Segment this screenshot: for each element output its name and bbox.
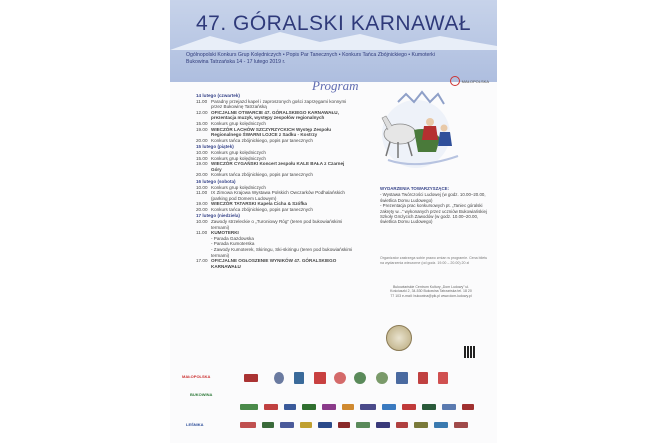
sponsor-logo [402,404,416,410]
event-time: 19.00 [196,201,208,207]
event-time: 20.00 [196,137,208,143]
event-description: Konkurs grup kolędniczych [211,120,266,126]
event-time: 20.00 [196,172,208,178]
sponsor-logo [418,372,428,384]
event-description: Zawody strzeleckie o „Turoniowy Róg” (teren pod bukowiańskimi termami) [211,219,343,230]
sponsor-logo [262,422,274,428]
sponsor-logo [274,372,284,384]
event-time: 11.00 [196,190,208,196]
schedule-event [196,110,356,121]
event-description: OFICJALNE OGŁOSZENIE WYNIKÓW 47. GÓRALSKIEGO KARNAWAŁU [211,258,337,269]
program-schedule [196,92,356,269]
sponsor-logo [356,422,370,428]
event-time: 12.00 [196,109,208,115]
sponsor-logo [314,372,326,384]
event-description: KUMOTERKI [211,230,239,236]
schedule-day: 16 lutego (sobota) [196,178,236,184]
sponsor-logo [422,404,436,410]
event-description: - Zawody Kumoterek, Skiringu, Ski-skiringu (teren pod bukowiańskimi termami) [211,247,353,258]
event-description: OFICJALNE OTWARCIE 47. GÓRALSKIEGO KARNAWAŁU, prezentacja muzyk, występy zespołów regionalnych [211,109,339,121]
side-events-heading: WYDARZENIA TOWARZYSZĄCE: [380,186,450,191]
schedule-day: 14 lutego (czwartek) [196,93,240,98]
event-description: WIECZÓR TATARSKI Kapela Cicha & Szófka [211,201,307,207]
subtitle-line1: Ogólnopolski Konkurs Grup Kolędniczych • Popis Par Tanecznych • Konkurs Tańca Zbójnickiego • Kumoterki [186,52,435,58]
event-description: Paradny przejazd kapel i zaproszonych gości zaprzęgami konnymi przez Bukowinę Tatrzańską [211,98,347,110]
schedule-event [196,247,356,258]
schedule-event [196,172,356,178]
event-description: Konkurs grup kolędniczych [211,155,266,161]
event-description: Konkurs tańca zbójnickiego, popis par tanecznych [211,206,313,212]
sponsor-logo [300,422,312,428]
side-event: - Prezentacja prac konkursowych pt. „Taniec góralski zakręty w...” wykonanych przez uczniów Bukowiańskiej Szkoły Gmżycich Zawodów (w godz. 10.00–20.00, świetlica Domu Ludowego) [380,203,487,225]
organizer-contact: Bukowiańskie Centrum Kultury „Dom Ludowy” ul. Kościuszki 2, 34-530 Bukowina Tatrzańska tel. 18 20 77 103 e-mail: bukowina@pik.pl www.dom-ludowy.pl [390,285,472,298]
event-time: 19.00 [196,126,208,132]
sponsor-logo [396,422,408,428]
sponsor-bukowina-logo: BUKOWINA [190,392,213,397]
sponsor-logo [414,422,428,428]
dom-ludowy-seal [386,325,412,351]
sponsor-logo [264,404,278,410]
sponsor-logo [284,404,296,410]
sponsor-logo [280,422,294,428]
sponsor-logo [376,372,388,384]
sponsor-logo [396,372,408,384]
event-description: Konkurs tańca zbójnickiego, popis par tanecznych [211,137,313,143]
schedule-day: 17 lutego (niedziela) [196,213,240,219]
sponsor-malopolska-logo: MAŁOPOLSKA [182,374,211,379]
page-title: 47. GÓRALSKI KARNAWAŁ [195,12,472,35]
event-time: 10.00 [196,219,208,225]
schedule-event [196,207,356,213]
sponsor-logo [342,404,354,410]
event-description: WIECZÓR CYGAŃSKI Koncert zespołu KALE BAŁA z Czarnej Góry [211,161,345,172]
side-events [380,186,490,225]
event-description: WIECZÓR LACHÓW SZCZYRZYCKICH Występ Zespołu Regionalnego ŚWARNI LOJCE z Sadku - Kostrzy [211,126,332,138]
poster [170,0,497,443]
event-time: 11.00 [196,98,208,104]
schedule-event [196,99,356,110]
kulig-illustration [358,86,480,181]
event-description: - Parada Kumoterska [211,241,255,247]
sponsor-logo [240,422,256,428]
sponsors-section [170,362,497,443]
event-description: IX Zimowa Krajowa Wystawa Polskich Owczarków Podhalańskich (parking pod Domem Ludowym) [211,190,345,201]
event-time: 10.00 [196,184,208,190]
sponsor-lesnika-logo: LEŚNIKA [186,422,204,427]
sponsor-logo [294,372,304,384]
sponsor-logo [338,422,350,428]
schedule-day: 15 lutego (piątek) [196,144,234,150]
organizer-note: Organizator zastrzega sobie prawo zmian w programie. Cena biletu na wydarzenia wieczorne (od godz. 19.00 – 20.00) 20 zł [380,256,488,265]
event-time: 15.00 [196,120,208,126]
side-event: - Wystawa Twórczości Ludowej (w godz. 10.00–20.00, świetlica Domu Ludowego) [380,192,486,203]
sponsor-logo [322,404,336,410]
malopolska-mark-icon [450,76,460,86]
schedule-event [196,161,356,172]
schedule-event [196,258,356,269]
schedule-event [196,127,356,138]
event-time: 11.00 [196,230,208,236]
subtitle [186,52,486,66]
schedule-event [196,138,356,144]
event-time: 19.00 [196,161,208,167]
sponsor-logo [442,404,456,410]
sponsor-logo [376,422,390,428]
poster-header [170,0,497,82]
program-heading: Program [312,78,359,93]
sponsor-logo [354,372,366,384]
sponsor-logo [240,404,258,410]
sponsor-logo [302,404,316,410]
event-time [196,247,211,258]
malopolska-logo [450,76,489,86]
event-time: 10.00 [196,149,208,155]
malopolska-logo-text: MAŁOPOLSKA [461,78,489,84]
event-description: Konkurs grup kolędniczych [211,149,266,155]
event-description: Konkurs tańca zbójnickiego, popis par tanecznych [211,172,313,178]
event-time: 20.00 [196,206,208,212]
event-description: - Parada Gazdowska [211,235,254,241]
event-time: 15.00 [196,155,208,161]
sponsor-logo [462,404,474,410]
sponsor-logo [360,404,376,410]
subtitle-line2: Bukowina Tatrzańska 14 - 17 lutego 2019 r. [186,59,286,65]
schedule-event [196,190,356,201]
sponsor-logo [454,422,468,428]
sponsor-logo [244,374,258,382]
sponsor-logo [438,372,448,384]
schedule-event [196,219,356,230]
sponsor-logo [434,422,448,428]
event-description: Konkurs grup kolędniczych [211,184,266,190]
event-time: 17.00 [196,258,208,264]
sponsor-logo [318,422,332,428]
qr-code-icon [464,346,476,358]
sponsor-logo [382,404,396,410]
sponsor-logo [334,372,346,384]
